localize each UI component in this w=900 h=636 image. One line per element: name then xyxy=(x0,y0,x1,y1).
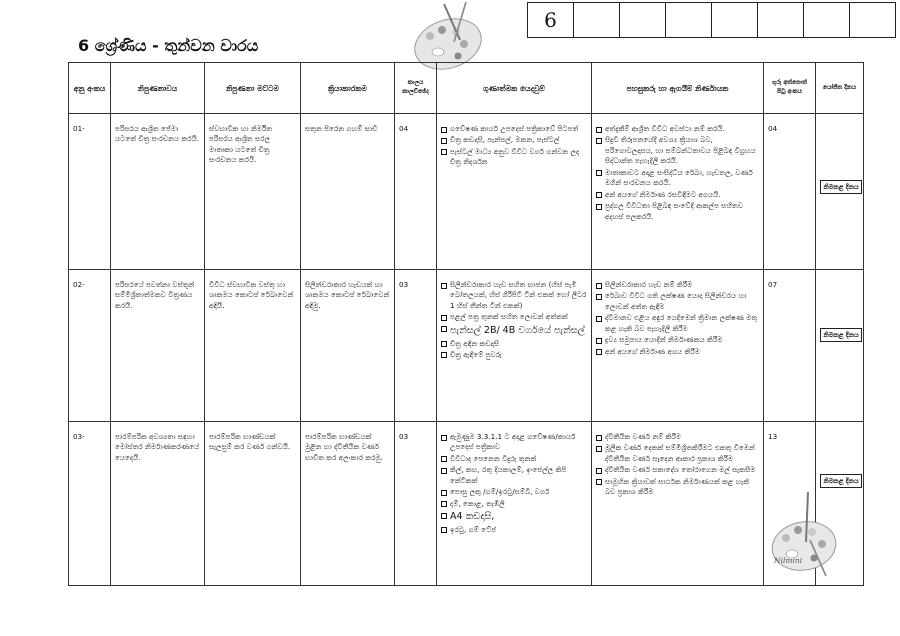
completed-date-box: නිමකළ දිනය xyxy=(820,180,862,194)
input-item: විවිධාද පෙනෙන විදුරු තුනක් xyxy=(441,454,587,464)
input-item: දම්, කොළ, තැඹිලි xyxy=(441,499,587,509)
level-cell: පාරම්පරික භාණ්ඩයක් සැලසුම් කර වර්ණ ගන්වයි. xyxy=(205,422,301,586)
number-box xyxy=(573,2,620,38)
header-quality-inputs: ගුණාත්මක යෙදවුම් xyxy=(437,63,592,114)
header-criteria: පහසුකරු හා ඇගයීම් නිර්ණායක xyxy=(592,63,764,114)
criteria-item: සාමූහික ක්‍රියාවක් සාර්ථක නිර්මාණයක් කළ හැකි බව ප්‍රකාශ කිරීම xyxy=(596,477,759,498)
periods-cell: 04 xyxy=(395,114,437,270)
header-no: අනු අංකය xyxy=(69,63,111,114)
input-item: ගවේෂණ කාර්ය උපදෙස් පත්‍රිකාවේ පිටපත් xyxy=(441,124,587,134)
table-header-row xyxy=(69,63,864,114)
inputs-cell xyxy=(437,114,592,270)
input-item: චිත්‍ර ඇඳීමේ පුවරු xyxy=(441,350,587,360)
header-competency-level: නිපුණතා මට්ටම xyxy=(205,63,301,114)
criteria-item: අත්දැකීම් ආශ්‍රිත විවිධ අවස්ථා නම් කරයි. xyxy=(596,124,759,134)
activity-cell: පාරම්පරික භාණ්ඩයක් මුළින හා ද්විතීයික වර්ණ භාවිත කර අලංකාර කරමු. xyxy=(301,422,395,586)
criteria-item: ද්විතීයික වර්ණ සකාදේශ තෝරාගෙන මල් සැකසීම xyxy=(596,465,759,475)
row-number: 03- xyxy=(69,422,111,586)
criteria-item: සිදුවී තිරූපනයේදී අවශ්‍ය ක්‍රියාශ බව, පරිගොවලදාසය, හා සම්බන්ධතාවය පිළිබඳ විග්‍රහය සිද්ධාන්ත පැහැදිලි කරයි. xyxy=(596,135,759,166)
input-item: ඇමුණුම 3.3.1.1 ට අදාළ ගවේෂණ/කාර්ය උපදෙස් පත්‍රිකාව xyxy=(441,432,587,453)
page-title: 6 ශ්‍රේණිය - තුන්වන වාරය xyxy=(78,36,259,55)
table-row xyxy=(69,422,864,586)
lesson-plan-table xyxy=(68,62,864,586)
inputs-cell xyxy=(437,422,592,586)
criteria-item: සිලින්ඩරාකාර හැඩ නම් කිරීම xyxy=(596,280,759,290)
artist-signature: Nilmini xyxy=(774,556,803,565)
completed-date-box: නිමකළ දිනය xyxy=(820,474,862,488)
criteria-item: අන් අයගේ නිර්මාණ රසවිඳීමට අගයයි. xyxy=(596,190,759,200)
completed-date-box: නිමකළ දිනය xyxy=(820,328,862,342)
number-box xyxy=(803,2,850,38)
competency-cell: පරිසරය ආශ්‍රිත ජේමා යටතේ චිත්‍ර සංරචනය කරයි. xyxy=(111,114,205,270)
level-cell: ස්වභාවික හා නිර්මිත පරිසරය ආශ්‍රිත සරල මාතෘකා යටතේ චිත්‍ර සංරචනය කරයි. xyxy=(205,114,301,270)
input-item: පැන්සල් 2B/ 4B වර්ගයේ පැන්සල් xyxy=(441,324,587,338)
activity-cell: සතුන පිරෙන ගහම් සාඩි xyxy=(301,114,395,270)
table-row xyxy=(69,114,864,270)
number-box xyxy=(619,2,666,38)
periods-cell: 03 xyxy=(395,422,437,586)
input-item: සිලින්ඩරාකාර හැඩ සහිත භාජන (හිස් පැමි බෝතලයක්, හිස් ගිරිපිටි ටින් එකක් හෝ ලීටර 1 හිස් තීන්ත ටින් එකක්) xyxy=(441,280,587,311)
page-cell: 04 xyxy=(764,114,816,270)
criteria-item: ද්‍රව්‍ය සමුපාය යොදින් නිර්මාණකය කිරීම xyxy=(596,335,759,345)
input-item: A4 කඩදාසි, xyxy=(441,510,587,524)
input-item: කිල්, කහ, රතු දියකාලම්, ඉංජෙල්ල කිපි කේටිකක් xyxy=(441,465,587,486)
criteria-item: මාතෘකාවට අදාළ සංසිද්ධිය රේඛා, හැඩතල, වර්ණ මගින් සංරචනය කරයි. xyxy=(596,168,759,189)
criteria-item: ද්විතීයික වර්ණ නම් කිරීම xyxy=(596,432,759,442)
criteria-item: අන් අයගේ නිර්මාණ අගය කිරීම xyxy=(596,347,759,357)
date-cell xyxy=(816,270,864,422)
header-activity: ක්‍රියාකාරකම xyxy=(301,63,395,114)
header-competency: නිපුණතාවය xyxy=(111,63,205,114)
date-cell xyxy=(816,114,864,270)
page-cell: 13 xyxy=(764,422,816,586)
page-cell: 07 xyxy=(764,270,816,422)
criteria-item: ද්විමානව එළිය අඳුර යෙදීමෙන් ත්‍රිමාන ලක්ෂණ මතු කළ හැකි බව පැහැදිලි කිරීම xyxy=(596,313,759,334)
competency-cell: පරිසරයේ පවත්නා වස්තූන් සම්මිශ්‍රිතාත්මකව විත්‍රණය කරයි. xyxy=(111,270,205,422)
header-number-boxes xyxy=(528,2,896,38)
input-item: පැස්ටල් මාධ්‍ය අනුව විවිධ වර්ග ගන්වන ලද චිත්‍ර නිදර්ශන xyxy=(441,147,587,168)
criteria-cell xyxy=(592,114,764,270)
criteria-item: පුද්ගල විවිධතා පිළිබඳ සංවේදී ආකල්ප සහිතව අදහස් පලකරයි. xyxy=(596,201,759,222)
number-box xyxy=(849,2,896,38)
input-item: චිත්‍ර කඩදාසි, පැන්සල්, මකන, පැස්ටල් xyxy=(441,135,587,145)
number-box xyxy=(665,2,712,38)
header-manual-page: ගුරු අත්පොත් පිටු අංකය xyxy=(764,63,816,114)
palette-icon xyxy=(766,492,844,580)
level-cell: විවිධ ස්වභාවික වස්තු හා ශාකමය කොටස් රේඛාවෙන් අඳියි. xyxy=(205,270,301,422)
input-item: ඉරටු, ගම් ටේප් xyxy=(441,525,587,535)
criteria-item: මූලික වර්ණ දෙකක් සම්මිශ්‍රිතකිරීමට එකතු වීමෙන් ද්විතීයික වර්ණ සෑදෙන ආකාර ප්‍රකාශ කිරීම xyxy=(596,443,759,464)
number-box xyxy=(711,2,758,38)
input-item: චිත්‍ර අඳින කඩදාසි xyxy=(441,339,587,349)
row-number: 02- xyxy=(69,270,111,422)
criteria-cell xyxy=(592,270,764,422)
criteria-cell xyxy=(592,422,764,586)
input-item: පොසු ලකු /ගම්/ඉරටු/සම්බි, වර්ග xyxy=(441,487,587,497)
competency-cell: පාරම්පරික අවශ්‍යතා සඳහා මෝස්තර නිර්මාණකරණයේ යෙදෙයි. xyxy=(111,422,205,586)
number-box xyxy=(757,2,804,38)
input-item: පළල් පත්‍ර තුනක් සහිත ලොවන් අත්තක් xyxy=(441,312,587,322)
row-number: 01- xyxy=(69,114,111,270)
header-periods: කාලය කාලච්ඡේද xyxy=(395,63,437,114)
header-proposed-date: යෝජිත දිනය xyxy=(816,63,864,114)
number-box: 6 xyxy=(527,2,574,38)
periods-cell: 03 xyxy=(395,270,437,422)
table-row xyxy=(69,270,864,422)
criteria-item: රේඛාව විවිධ ගති ලක්ෂණ යොදා සිලින්ඩරය හා ලොවන් අත්ත ඇඳීම xyxy=(596,291,759,312)
activity-cell: සිලින්ඩරාකාර හැඩයක් හා ශාකමය කොටස් රේඛාවෙන් අඳිමු. xyxy=(301,270,395,422)
inputs-cell xyxy=(437,270,592,422)
